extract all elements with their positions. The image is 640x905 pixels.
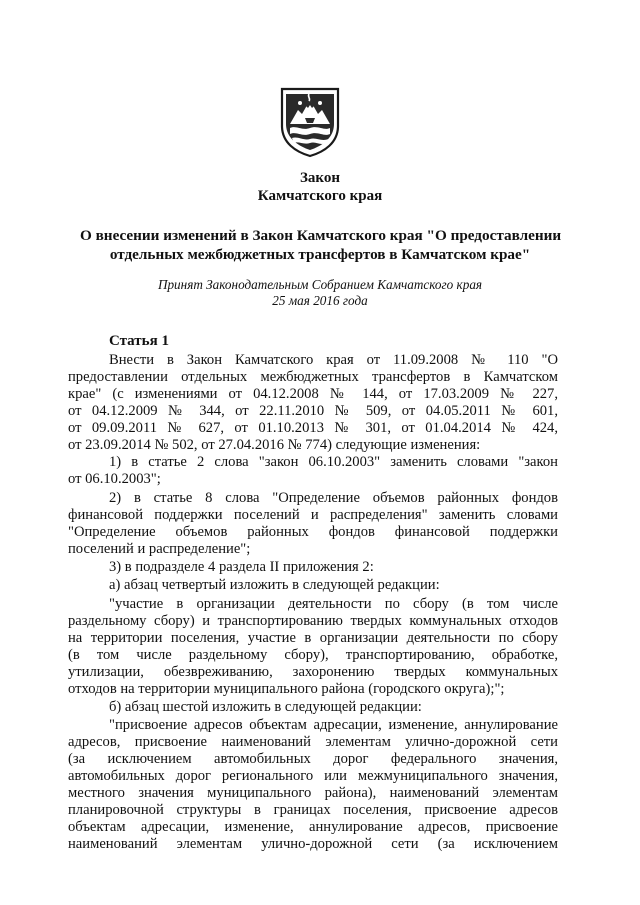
body-line: раздельному сбору) и транспортированию твердых коммунальных отходов (68, 613, 558, 629)
body-line: объектам адресации, изменение, аннулирование адресов, присвоение (68, 819, 558, 835)
document-title: Закон (299, 170, 340, 186)
adoption-note (80, 277, 560, 309)
body-line: крае" (с изменениями от 04.12.2008 № 144, от 17.03.2009 № 227, (68, 386, 558, 402)
document-region: Камчатского края (257, 188, 383, 204)
body-line: а) абзац четвертый изложить в следующей редакции: (109, 577, 440, 593)
body-line: финансовой поддержки поселений и распределения" заменить словами (68, 507, 558, 523)
body-line: поселений и распределение"; (68, 541, 251, 557)
body-line: адресов, присвоение наименований элементам улично-дорожной сети (68, 734, 558, 750)
body-line: от 06.10.2003"; (68, 471, 161, 487)
body-line: 1) в статье 2 слова "закон 06.10.2003" заменить словами "закон (109, 454, 558, 470)
law-subject-line: О внесении изменений в Закон Камчатского края "О предоставлении (80, 227, 562, 244)
kamchatka-coat-of-arms-icon (278, 86, 342, 158)
body-line: б) абзац шестой изложить в следующей редакции: (109, 699, 422, 715)
body-line: отходов на территории муниципального района (городского округа);"; (68, 681, 505, 697)
body-line: от 09.09.2011 № 627, от 01.10.2013 № 301, от 01.04.2014 № 424, (68, 420, 558, 436)
body-line: планировочной структуры в границах поселения, присвоение адресов (68, 802, 558, 818)
body-line: (за исключением автомобильных дорог федерального значения, (68, 751, 558, 767)
adoption-body: Принят Законодательным Собранием Камчатского края (157, 277, 483, 292)
law-subject (80, 226, 560, 264)
body-line: наименований элементам улично-дорожной сети (за исключением (68, 836, 558, 852)
body-line: 3) в подразделе 4 раздела II приложения 2: (109, 559, 374, 575)
body-line: "Определение объемов районных фондов финансовой поддержки (68, 524, 558, 540)
body-line: "участие в организации деятельности по сбору (в том числе (109, 596, 558, 612)
body-line: (в том числе раздельному сбору), транспортированию, обработке, (68, 647, 558, 663)
body-line: на территории поселения, участие в организации деятельности по сбору (68, 630, 558, 646)
body-line: автомобильных дорог регионального или межмуниципального значения, (68, 768, 558, 784)
body-line: от 23.09.2014 № 502, от 27.04.2016 № 774) следующие изменения: (68, 437, 481, 453)
body-line: 2) в статье 8 слова "Определение объемов районных фондов (109, 490, 558, 506)
law-subject-line: отдельных межбюджетных трансфертов в Камчатском крае" (109, 246, 531, 263)
body-line: предоставлении отдельных межбюджетных трансфертов в Камчатском (68, 369, 558, 385)
body-line: "присвоение адресов объектам адресации, изменение, аннулирование (109, 717, 558, 733)
adoption-date: 25 мая 2016 года (272, 293, 368, 308)
body-line: местного значения муниципального района), наименований элементам (68, 785, 558, 801)
article-heading: Статья 1 (109, 333, 169, 349)
body-line: утилизации, обезвреживанию, захоронению твердых коммунальных (68, 664, 558, 680)
body-line: от 04.12.2009 № 344, от 22.11.2010 № 509, от 04.05.2011 № 601, (68, 403, 558, 419)
body-line: Внести в Закон Камчатского края от 11.09.2008 № 110 "О (109, 352, 558, 368)
